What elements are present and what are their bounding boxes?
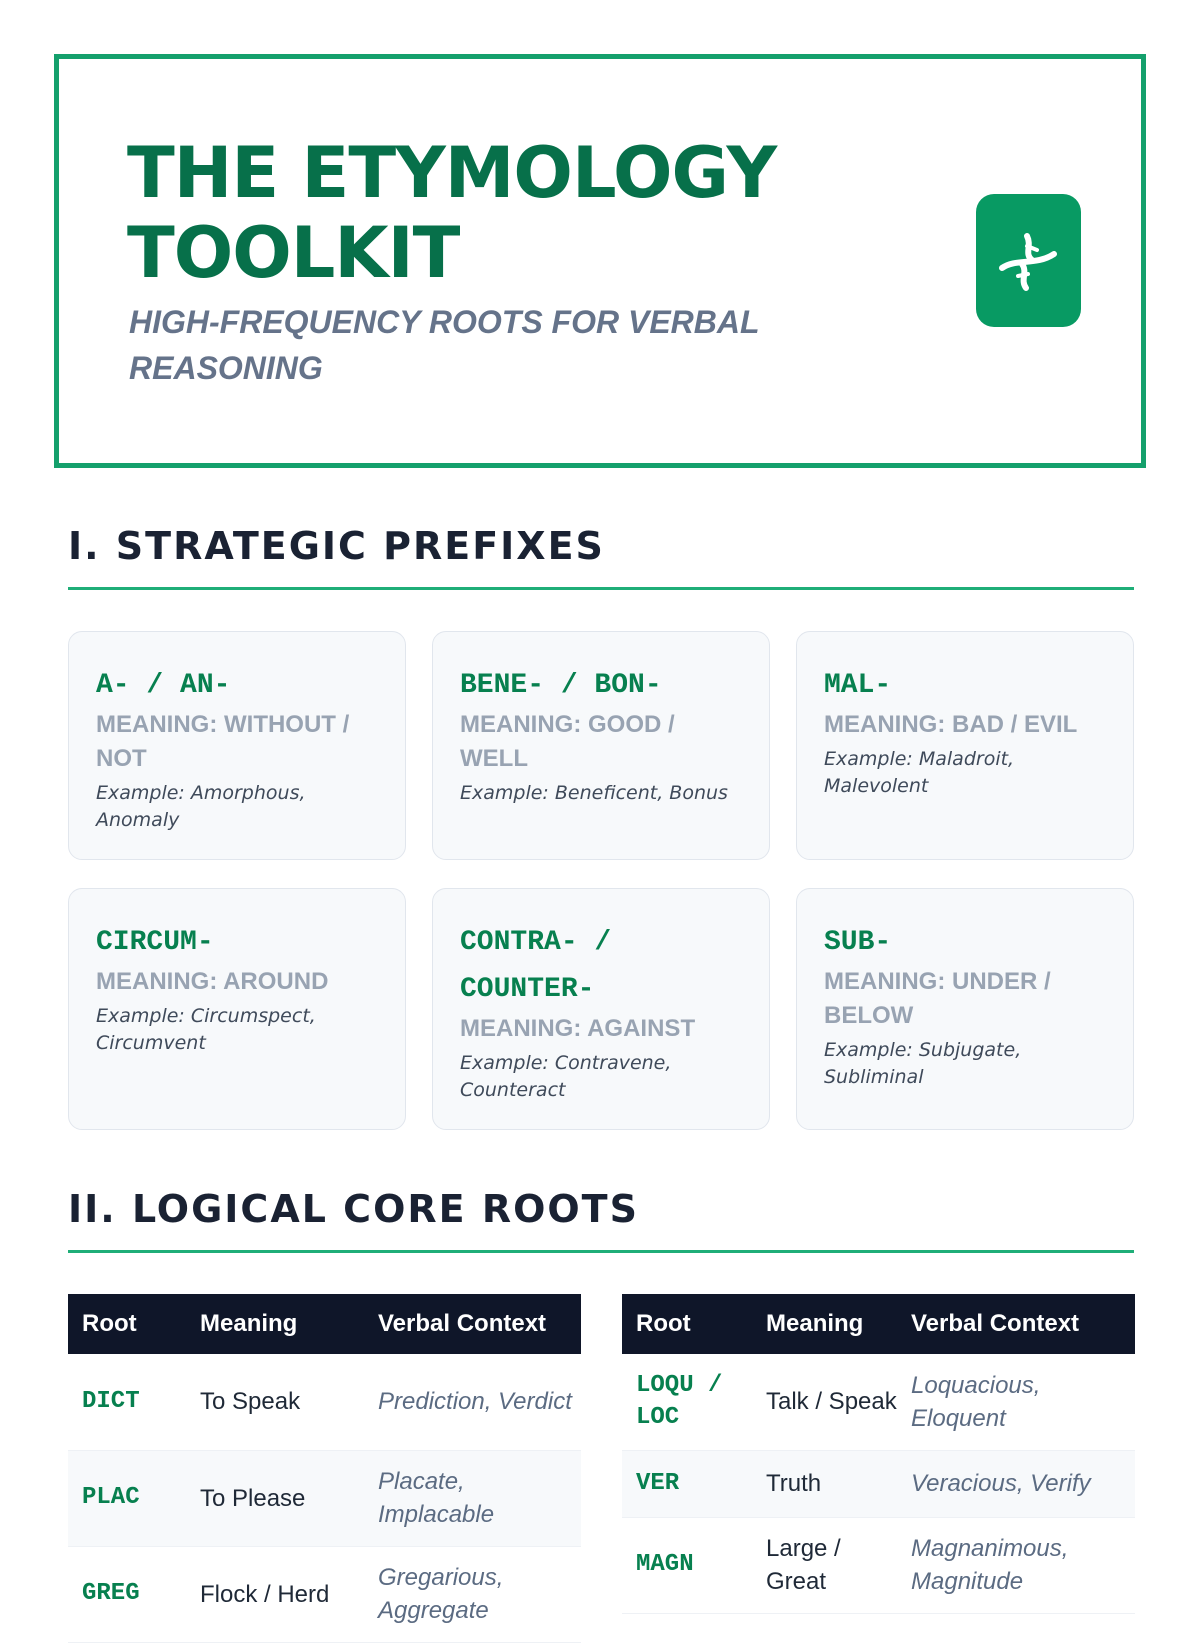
prefix-card [432,631,770,860]
table-row [68,1546,581,1642]
meaning-cell: To Speak [200,1388,301,1416]
table-row [68,1354,581,1450]
meaning-cell: To Please [200,1484,306,1512]
prefix-meaning: MEANING: UNDER / BELOW [824,968,1051,1029]
prefix-example: Example: Contravene, Counteract [460,1052,672,1101]
prefix-meaning: MEANING: AGAINST [460,1015,696,1042]
table-row [622,1517,1135,1613]
context-cell: Gregarious, Aggregate [378,1564,504,1624]
prefix-root: CONTRA- / COUNTER- [460,927,612,1005]
meaning-cell: Talk / Speak [766,1388,897,1416]
table-header-row [68,1294,581,1354]
root-cell: MAGN [636,1551,694,1578]
table-row [68,1450,581,1546]
section-heading-prefixes: I. STRATEGIC PREFIXES [68,524,605,568]
root-cell: DICT [82,1387,140,1415]
context-cell: Placate, Implacable [378,1468,495,1528]
table-row [622,1450,1135,1517]
meaning-cell: Large / Great [766,1535,841,1595]
section-heading-core-roots: II. LOGICAL CORE ROOTS [68,1187,639,1231]
prefix-card [68,888,406,1130]
root-cell: PLAC [82,1484,140,1511]
prefix-root: MAL- [824,670,892,701]
meaning-cell: Truth [766,1470,822,1497]
roots-table-left [68,1294,581,1643]
prefix-example: Example: Circumspect, Circumvent [96,1005,316,1054]
column-header-context: Verbal Context [378,1310,547,1337]
column-header-meaning: Meaning [766,1310,864,1337]
prefix-root: CIRCUM- [96,927,214,958]
context-cell: Loquacious, Eloquent [911,1371,1041,1432]
root-cell: LOQU / LOC [636,1371,723,1431]
page-title: THE ETYMOLOGY TOOLKIT [127,132,777,294]
prefix-meaning: MEANING: AROUND [96,968,329,995]
column-header-root: Root [82,1310,137,1337]
prefix-root: A- / AN- [96,670,231,701]
prefix-example: Example: Beneficent, Bonus [460,782,728,804]
header-card [54,54,1146,468]
prefix-root: BENE- / BON- [460,670,662,701]
root-cell: GREG [82,1580,140,1607]
section-divider [68,587,1134,590]
column-header-context: Verbal Context [911,1310,1080,1337]
roots-table-right [622,1294,1135,1614]
prefix-root: SUB- [824,927,892,958]
prefix-meaning: MEANING: BAD / EVIL [824,711,1078,738]
logo-badge [976,194,1081,327]
prefix-card [796,631,1134,860]
section-divider [68,1250,1134,1253]
prefix-card [68,631,406,860]
prefix-card [796,888,1134,1130]
table-header-row [622,1294,1135,1354]
prefix-meaning: MEANING: GOOD / WELL [460,711,675,772]
table-row [622,1354,1135,1450]
root-cell: VER [636,1469,680,1497]
page-subtitle: HIGH-FREQUENCY ROOTS FOR VERBAL REASONING [129,304,759,386]
context-cell: Prediction, Verdict [378,1388,572,1416]
prefix-meaning: MEANING: WITHOUT / NOT [96,711,350,772]
prefix-card [432,888,770,1130]
column-header-meaning: Meaning [200,1310,298,1337]
context-cell: Veracious, Verify [911,1470,1091,1497]
prefix-example: Example: Amorphous, Anomaly [96,782,306,831]
prefix-example: Example: Maladroit, Malevolent [824,748,1015,797]
column-header-root: Root [636,1310,691,1337]
dna-icon [992,224,1066,298]
context-cell: Magnanimous, Magnitude [911,1535,1069,1595]
prefix-example: Example: Subjugate, Subliminal [824,1039,1022,1088]
meaning-cell: Flock / Herd [200,1580,330,1608]
